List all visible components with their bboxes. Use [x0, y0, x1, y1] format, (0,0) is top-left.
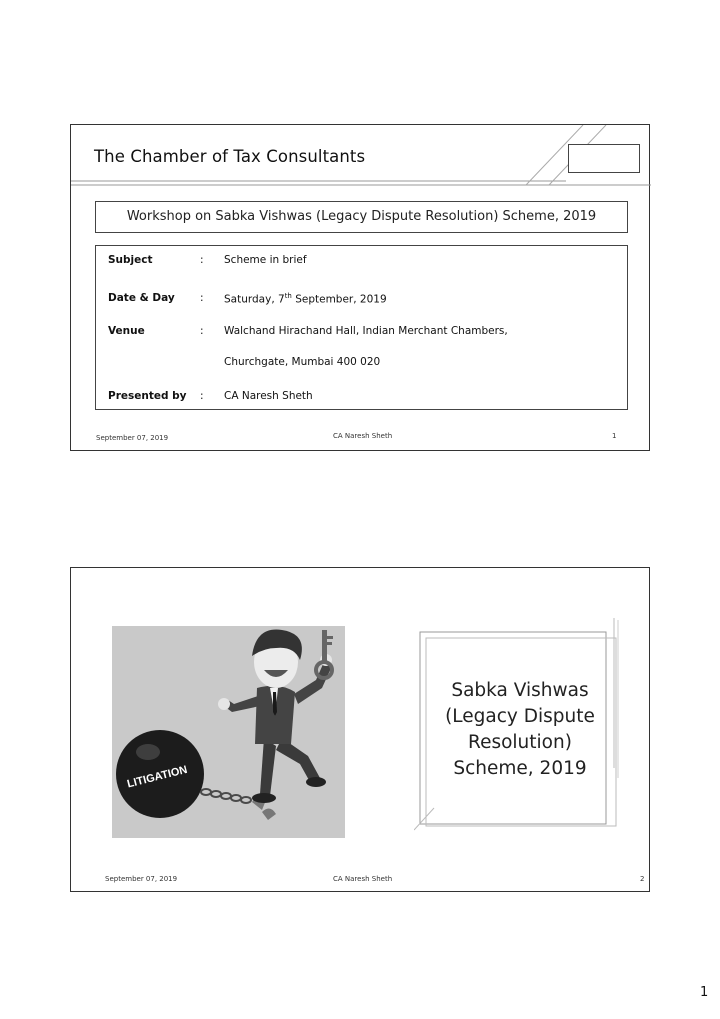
- date-value: Saturday, 7th September, 2019: [224, 292, 387, 306]
- presenter-label: Presented by: [108, 390, 187, 402]
- workshop-title-box: [95, 201, 628, 233]
- scheme-title-line-3: Resolution): [468, 732, 572, 753]
- subject-label: Subject: [108, 254, 153, 266]
- subject-separator: :: [200, 254, 204, 266]
- footer-date: September 07, 2019: [96, 434, 169, 442]
- slide-2: [70, 567, 650, 892]
- organization-title: The Chamber of Tax Consultants: [94, 147, 366, 166]
- scheme-title-line-2: (Legacy Dispute: [445, 706, 595, 727]
- workshop-title: Workshop on Sabka Vishwas (Legacy Dispute Resolution) Scheme, 2019: [126, 209, 597, 224]
- slide-1: [70, 124, 650, 451]
- subject-value: Scheme in brief: [224, 254, 307, 266]
- document-page-number: 1: [700, 985, 709, 1000]
- scheme-title-line-4: Scheme, 2019: [453, 758, 587, 779]
- details-box: [95, 245, 628, 410]
- presenter-separator: :: [200, 390, 204, 402]
- date-label: Date & Day: [108, 292, 175, 304]
- venue-value-line2: Churchgate, Mumbai 400 020: [224, 356, 381, 368]
- venue-value-line1: Walchand Hirachand Hall, Indian Merchant Chambers,: [224, 325, 508, 337]
- footer-date: September 07, 2019: [105, 875, 178, 883]
- footer-page-number: 1: [612, 432, 617, 440]
- scheme-title: [429, 678, 611, 782]
- scheme-title-line-1: Sabka Vishwas: [451, 680, 589, 701]
- presenter-value: CA Naresh Sheth: [224, 390, 313, 402]
- litigation-label: LITIGATION: [125, 763, 189, 791]
- footer-author: CA Naresh Sheth: [333, 875, 393, 883]
- logo-placeholder: [568, 144, 640, 173]
- footer-author: CA Naresh Sheth: [333, 432, 393, 440]
- venue-separator: :: [200, 325, 204, 337]
- litigation-illustration: [112, 626, 345, 838]
- footer-page-number: 2: [640, 875, 645, 883]
- date-separator: :: [200, 292, 204, 304]
- venue-label: Venue: [108, 325, 145, 337]
